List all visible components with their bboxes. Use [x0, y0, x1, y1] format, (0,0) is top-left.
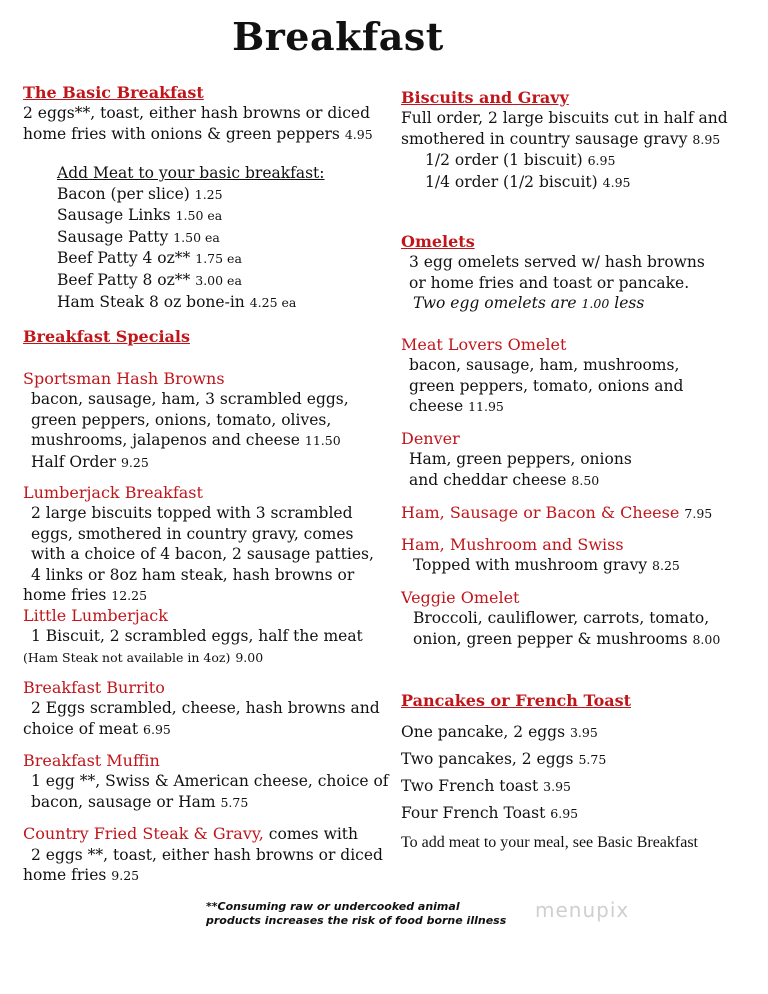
sportsman-desc-1: bacon, sausage, ham, 3 scrambled eggs,: [31, 390, 349, 408]
muffin-desc-1: 1 egg **, Swiss & American cheese, choice of: [31, 772, 389, 790]
veggie-name: Veggie Omelet: [401, 588, 520, 607]
two-egg-note: Two egg omelets are 1.00 less: [413, 294, 645, 313]
footer-line-2: products increases the risk of food borne illness: [206, 914, 507, 927]
veggie-item: [401, 588, 720, 650]
burrito-desc-1: 2 Eggs scrambled, cheese, hash browns and: [31, 699, 380, 717]
basic-breakfast-heading: The Basic Breakfast: [23, 83, 204, 102]
basic-price: 4.95: [344, 126, 373, 142]
omelets-desc-2: or home fries and toast or pancake.: [409, 273, 690, 292]
meat-lovers-name: Meat Lovers Omelet: [401, 335, 567, 354]
biscuits-gravy-heading: Biscuits and Gravy: [401, 88, 569, 107]
burrito-desc-2: choice of meat 6.95: [23, 719, 171, 738]
meat-item: Sausage Patty 1.50 ea: [57, 227, 220, 246]
meat-lovers-desc-3: cheese 11.95: [409, 397, 504, 416]
muffin-name: Breakfast Muffin: [23, 751, 160, 770]
biscuits-desc-1: Full order, 2 large biscuits cut in half and: [401, 109, 728, 127]
meat-item: Beef Patty 8 oz** 3.00 ea: [57, 270, 242, 289]
ham-mushroom-swiss-item: [401, 535, 680, 577]
meat-lovers-desc-1: bacon, sausage, ham, mushrooms,: [409, 356, 680, 374]
little-lumberjack-name: Little Lumberjack: [23, 606, 168, 625]
meat-item: Ham Steak 8 oz bone-in 4.25 ea: [57, 292, 297, 311]
basic-line-2: home fries with onions & green peppers 4.95: [23, 124, 373, 143]
denver-item: [401, 429, 632, 491]
lumberjack-desc-2: eggs, smothered in country gravy, comes: [31, 524, 354, 543]
pancakes-heading: Pancakes or French Toast: [401, 691, 631, 710]
lumberjack-desc-3: with a choice of 4 bacon, 2 sausage patties,: [31, 545, 374, 564]
little-lumberjack-note: (Ham Steak not available in 4oz) 9.00: [23, 649, 264, 665]
add-meat-heading: Add Meat to your basic breakfast:: [57, 164, 325, 182]
sportsman-desc-2: green peppers, onions, tomato, olives,: [31, 410, 332, 429]
ham-mushroom-swiss-name: Ham, Mushroom and Swiss: [401, 535, 624, 554]
veggie-desc-2: onion, green pepper & mushrooms 8.00: [413, 629, 721, 648]
lumberjack-desc-1: 2 large biscuits topped with 3 scrambled: [31, 504, 353, 522]
pancake-item: Four French Toast 6.95: [401, 804, 579, 822]
ham-sausage-bacon-line: Ham, Sausage or Bacon & Cheese 7.95: [401, 503, 713, 522]
pancake-item: One pancake, 2 eggs 3.95: [401, 723, 598, 741]
meat-item: Beef Patty 4 oz** 1.75 ea: [57, 249, 242, 268]
denver-name: Denver: [401, 429, 460, 448]
burrito-name: Breakfast Burrito: [23, 678, 165, 697]
sportsman-half: Half Order 9.25: [31, 452, 149, 471]
little-lumberjack-item: [23, 606, 363, 668]
meat-item: Sausage Links 1.50 ea: [57, 206, 223, 225]
country-fried-steak-item: [23, 824, 383, 887]
burrito-item: [23, 678, 380, 740]
lumberjack-item: [23, 483, 374, 607]
omelets-section: [401, 232, 705, 315]
ham-mushroom-swiss-desc: Topped with mushroom gravy 8.25: [413, 556, 680, 574]
footer-line-1: **Consuming raw or undercooked animal: [206, 900, 460, 913]
sportsman-desc-3: mushrooms, jalapenos and cheese 11.50: [31, 431, 341, 450]
pancakes-section: [401, 691, 631, 711]
page-title: Breakfast: [232, 14, 444, 59]
pancake-item: Two French toast 3.95: [401, 777, 571, 795]
lumberjack-name: Lumberjack Breakfast: [23, 483, 203, 502]
muffin-desc-2: bacon, sausage or Ham 5.75: [31, 792, 249, 811]
biscuits-desc-2: smothered in country sausage gravy 8.95: [401, 129, 721, 148]
omelets-desc-1: 3 egg omelets served w/ hash browns: [409, 253, 705, 271]
veggie-desc-1: Broccoli, cauliflower, carrots, tomato,: [413, 609, 710, 627]
country-fried-steak-desc-2: home fries 9.25: [23, 866, 140, 885]
lumberjack-desc-4: 4 links or 8oz ham steak, hash browns or: [31, 565, 355, 584]
meat-lovers-item: [401, 335, 683, 418]
watermark: menupix: [535, 898, 630, 922]
omelets-heading: Omelets: [401, 232, 475, 251]
muffin-item: [23, 751, 389, 813]
little-lumberjack-desc: 1 Biscuit, 2 scrambled eggs, half the meat: [31, 627, 363, 645]
denver-desc-2: and cheddar cheese 8.50: [409, 470, 600, 489]
country-fried-steak-name: Country Fried Steak & Gravy, comes with: [23, 824, 359, 843]
pancake-item: Two pancakes, 2 eggs 5.75: [401, 750, 607, 768]
ham-sausage-bacon-item: [401, 503, 712, 523]
biscuits-quarter: 1/4 order (1/2 biscuit) 4.95: [425, 172, 631, 191]
sportsman-price: 11.50: [304, 433, 341, 449]
meat-item: Bacon (per slice) 1.25: [57, 184, 223, 203]
biscuits-half: 1/2 order (1 biscuit) 6.95: [425, 151, 616, 170]
sportsman-name: Sportsman Hash Browns: [23, 369, 225, 388]
meat-lovers-desc-2: green peppers, tomato, onions and: [409, 376, 684, 395]
biscuits-gravy-section: [401, 88, 728, 193]
basic-line-1: 2 eggs**, toast, either hash browns or diced: [23, 104, 371, 122]
basic-breakfast-section: [23, 83, 373, 145]
denver-desc-1: Ham, green peppers, onions: [409, 450, 632, 468]
pancakes-note: To add meat to your meal, see Basic Breakfast: [401, 834, 698, 851]
lumberjack-desc-5: home fries 12.25: [23, 586, 148, 605]
sportsman-item: [23, 369, 349, 473]
food-safety-footer: [206, 900, 506, 928]
breakfast-specials-heading: Breakfast Specials: [23, 327, 190, 346]
add-meat-section: [23, 163, 325, 313]
country-fried-steak-desc-1: 2 eggs **, toast, either hash browns or diced: [31, 845, 383, 864]
